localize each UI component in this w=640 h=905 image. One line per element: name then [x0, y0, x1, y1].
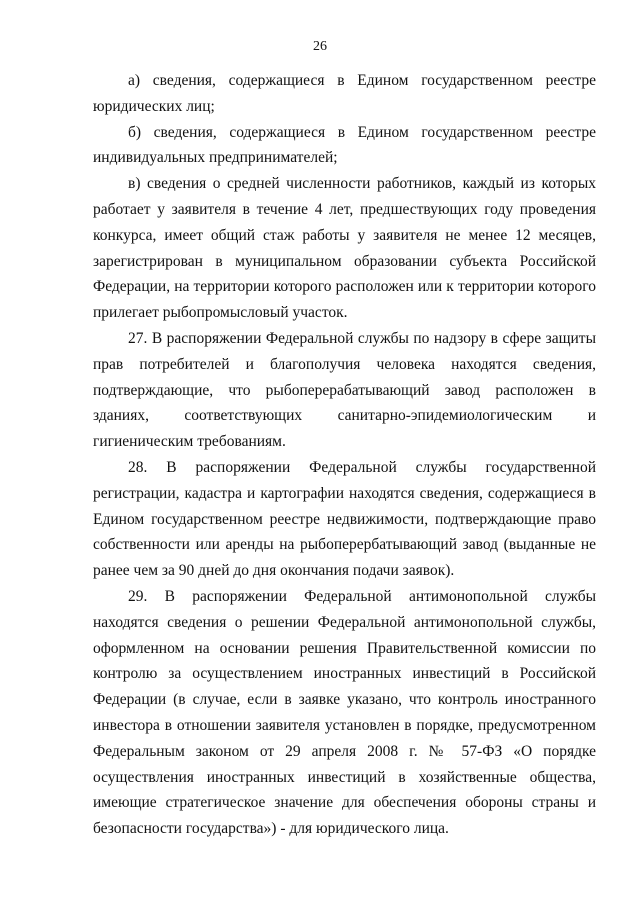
paragraph-27-consumer-rights-service: 27. В распоряжении Федеральной службы по надзору в сфере защиты прав потребителей и благополучия человека находятся сведения, подтверждающие, что рыбоперерабатывающий завод расположен в зданиях, соответствующих санитарно-эпидемиологическим и гигиеническим требованиям.	[93, 329, 596, 451]
page-number: 26	[313, 39, 327, 54]
paragraph-29-antimonopoly-service: 29. В распоряжении Федеральной антимонопольной службы находятся сведения о решении Федеральной антимонопольной службы, оформленном на основании решения Правительственной комиссии по контролю за осуществлением иностранных инвестиций в Российской Федерации (в случае, если в заявке указано, что контроль иностранного инвестора в отношении заявителя установлен в порядке, предусмотренном Федеральным законом от 29 апреля 2008 г. № 57-ФЗ «О порядке осуществления иностранных инвестиций в хозяйственные общества, имеющие стратегическое значение для обеспечения обороны страны и безопасности государства») - для юридического лица.	[93, 587, 596, 838]
paragraph-b-entrepreneurs-registry: б) сведения, содержащиеся в Едином государственном реестре индивидуальных предпринимателей;	[93, 123, 596, 167]
document-body	[93, 68, 596, 842]
paragraph-a-legal-entities-registry: а) сведения, содержащиеся в Едином государственном реестре юридических лиц;	[93, 72, 596, 115]
paragraph-28-registration-service: 28. В распоряжении Федеральной службы государственной регистрации, кадастра и картографии находятся сведения, содержащиеся в Едином государственном реестре недвижимости, подтверждающие право собственности или аренды на рыбоперербатывающий завод (выданные не ранее чем за 90 дней до дня окончания подачи заявок).	[93, 458, 596, 580]
paragraph-v-average-employees: в) сведения о средней численности работников, каждый из которых работает у заявителя в течение 4 лет, предшествующих году проведения конкурса, имеет общий стаж работы у заявителя не менее 12 месяцев, зарегистрирован в муниципальном образовании субъекта Российской Федерации, на территории которого расположен или к территории которого прилегает рыбопромысловый участок.	[93, 175, 596, 322]
